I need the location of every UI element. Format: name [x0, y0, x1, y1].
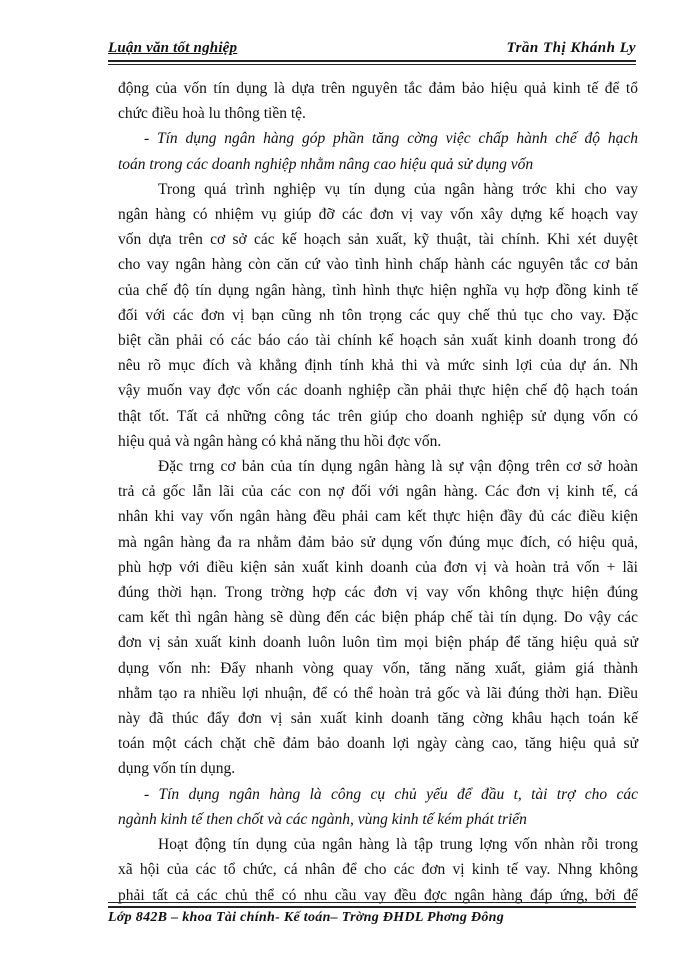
- text-line: xã hội của các tổ chức, cá nhân để cho các đơn vị kinh tế vay. Nhng không: [118, 861, 638, 879]
- text-line: nhân khi vay vốn ngân hàng đều phải cam kết thực hiện đầy đủ các điều kiện: [118, 508, 638, 526]
- header-author: Trần Thị Khánh Ly: [506, 40, 636, 56]
- header-thesis-title: Luận văn tốt nghiệp: [108, 40, 238, 56]
- text-line: nêu rõ mục đích và khẳng định tính khả thi và mức sinh lợi của dự án. Nh: [118, 357, 638, 375]
- text-line: Đặc trng cơ bản của tín dụng ngân hàng là sự vận động trên cơ sở hoàn: [158, 458, 638, 476]
- text-line: vậy muốn vay đợc vốn các doanh nghiệp cần phải thực hiện chế độ hạch toán: [118, 382, 638, 400]
- text-line: cam kết thì ngân hàng sẽ dùng đến các biện pháp chế tài tín dụng. Do vậy các: [118, 609, 638, 627]
- text-line: - Tín dụng ngân hàng là công cụ chủ yếu để đầu t, tài trợ cho các: [144, 785, 638, 803]
- text-line: vốn dựa trên cơ sở các kế hoạch sản xuất, kỹ thuật, tài chính. Khi xét duyệt: [118, 231, 638, 249]
- text-line: chức điều hoà lu thông tiền tệ.: [118, 105, 306, 123]
- text-line: phù hợp với điều kiện sản xuất kinh doanh của đơn vị và hoàn trả vốn + lãi: [118, 558, 638, 576]
- page-footer: [108, 898, 636, 924]
- paragraph-credit-process: [118, 177, 638, 454]
- paragraph-credit-activity: [118, 832, 638, 908]
- text-line: trả cả gốc lẫn lãi của các con nợ đối với ngân hàng. Các đơn vị kinh tế, cá: [118, 483, 638, 501]
- text-line: này đã thúc đẩy đơn vị sản xuất kinh doanh tăng cờng khâu hạch toán kế: [118, 710, 638, 728]
- text-line: cho vay ngân hàng còn căn cứ vào tình hình chấp hành các nguyên tắc cơ bản: [118, 256, 638, 274]
- text-line: toán trong các doanh nghiệp nhằm nâng cao hiệu quả sử dụng vốn: [118, 155, 534, 173]
- text-line: thật tốt. Tất cả những công tác trên giúp cho doanh nghiệp sử dụng vốn có: [118, 407, 638, 425]
- text-line: đơn vị sản xuất kinh doanh luôn luôn tìm mọi biện pháp để tăng hiệu quả sử: [118, 634, 638, 652]
- text-line: đối với các đơn vị bạn cũng nh tôn trọng các quy chế thủ tục cho vay. Đặc: [118, 306, 638, 324]
- paragraph-intro: [118, 76, 638, 126]
- bullet-heading-2: [118, 782, 638, 832]
- paragraph-credit-characteristics: [118, 454, 638, 782]
- footer-rule-thin: [108, 902, 636, 903]
- header-rule-thin: [108, 64, 636, 65]
- document-body: [118, 76, 638, 908]
- text-line: dụng vốn tín dụng.: [118, 760, 236, 778]
- footer-class-info: Lớp 842B – khoa Tài chính- Kế toán– Trờng ĐHDL Phơng Đông: [108, 910, 505, 925]
- header-rule: [108, 60, 636, 62]
- text-line: Hoạt động tín dụng của ngân hàng là tập trung lợng vốn nhàn rỗi trong: [158, 836, 638, 854]
- text-line: ngân hàng có nhiệm vụ giúp đỡ các đơn vị vay vốn xây dựng kế hoạch vay: [118, 206, 638, 224]
- text-line: đúng thời hạn. Trong trờng hợp các đơn vị vay vốn không thực hiện đúng: [118, 584, 638, 602]
- text-line: động của vốn tín dụng là dựa trên nguyên tắc đảm bảo hiệu quả kinh tế để tổ: [118, 80, 638, 97]
- text-line: - Tín dụng ngân hàng góp phần tăng cờng việc chấp hành chế độ hạch: [144, 130, 638, 148]
- text-line: Trong quá trình nghiệp vụ tín dụng của ngân hàng trớc khi cho vay: [158, 180, 638, 198]
- text-line: biệt cần phải có các báo cáo tài chính kế hoạch sản xuất kinh doanh trong đó: [118, 332, 638, 350]
- text-line: phải tất cả các chủ thể có nhu cầu vay đều đợc ngân hàng đáp ứng, bởi để: [118, 886, 638, 904]
- page-header: [108, 36, 636, 62]
- text-line: mà ngân hàng đa ra nhằm đảm bảo sử dụng vốn đúng mục đích, có hiệu quả,: [118, 533, 638, 551]
- text-line: toán một cách chặt chẽ đảm bảo doanh lợi ngày càng cao, tăng hiệu quả sử: [118, 735, 638, 753]
- text-line: hiệu quả và ngân hàng có khả năng thu hồi đợc vốn.: [118, 432, 442, 450]
- footer-rule: [108, 906, 636, 908]
- text-line: của chế độ tín dụng ngân hàng, tình hình thực hiện nghĩa vụ hợp đồng kinh tế: [118, 281, 638, 299]
- bullet-heading-1: [118, 126, 638, 176]
- text-line: dụng vốn nh: Đẩy nhanh vòng quay vốn, tăng năng xuất, giảm giá thành: [118, 659, 638, 677]
- text-line: nhằm tạo ra nhiều lợi nhuận, để có thể hoàn trả gốc và lãi đúng thời hạn. Điều: [118, 684, 638, 702]
- text-line: ngành kinh tế then chốt và các ngành, vùng kinh tế kém phát triển: [118, 810, 527, 828]
